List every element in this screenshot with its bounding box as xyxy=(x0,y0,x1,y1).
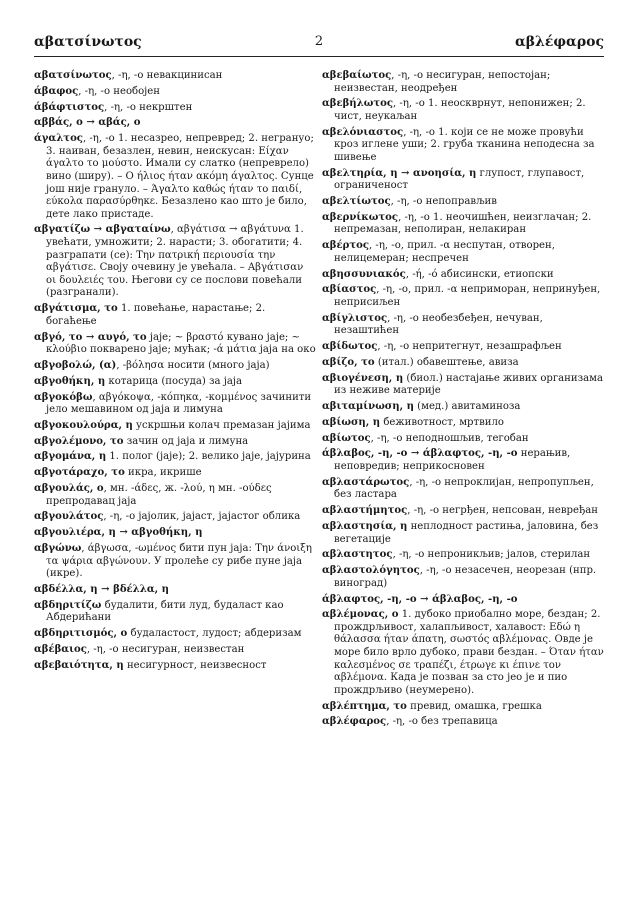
entry-headword: αβεβήλωτος xyxy=(322,98,394,110)
entry-definition: , αβγόκοψα, -κόπηκα, -κομμένος зачинити јело мешавином од јаја и лимуна xyxy=(46,391,312,416)
dictionary-entry xyxy=(34,467,316,480)
entry-definition: , -η, -ο необојен xyxy=(78,85,161,97)
entry-definition: 1. полог (јаје); 2. велико јаје, јајурина xyxy=(106,451,311,463)
dictionary-entry xyxy=(34,436,316,449)
dictionary-entry xyxy=(34,527,316,540)
dictionary-entry xyxy=(34,117,316,130)
entry-headword: αβγό, το → αυγό, το xyxy=(34,331,147,343)
entry-definition: неплодност растиња, јаловина, без вегетације xyxy=(334,520,599,545)
entry-definition: 1. дубоко приобално море, бездан; 2. прождрљивост, халапљивост, халавост: Εδώ η θάλασσα ήταν άπατη, σωστός αβλέμονας. Овде је море било врло дубоко, прави бездан. – Όταν ήταν καλεσμένος σε τραπέζι, έτρωγε κι έπινε τον αβλέμονα. Када је позван за сто јео је и пио прождрљиво (неумерено). xyxy=(334,609,604,696)
dictionary-entry xyxy=(34,224,316,300)
entry-definition: , -η, -ο 1. неоскврнут, непонижен; 2. чист, неукаљан xyxy=(334,98,586,122)
dictionary-entry xyxy=(322,609,604,697)
entry-definition: беживотност, мртвило xyxy=(380,416,504,428)
dictionary-entry xyxy=(34,303,316,328)
dictionary-entry xyxy=(322,127,604,165)
entry-definition: , -η, -ο, прил. -α неприморан, непринуђен, неприсиљен xyxy=(334,284,601,308)
entry-headword: αβγατίζω → αβγαταίνω xyxy=(34,224,171,236)
first-headword: αβατσίνωτος xyxy=(34,34,142,50)
entry-headword: αβγοβολώ, (α) xyxy=(34,359,117,371)
entry-definition: будалити, бити луд, будаласт као Абдерићани xyxy=(46,599,284,624)
entry-definition: , -η, -ο 1. несазрео, непревред; 2. негрануо; 3. наиван, безазлен, невин, неискусан: Είχαν άγαλτο το μούστο. Имали су слатко (непреврело) вино (шиpу). – Ο ήλιος ήταν ακόμη άγαλτος. Сунце још није грануло. – Άγαλτο καθώς ήταν το παιδί, εύκολα παρασύρθηκε. Безазлено као што је било, дете лако пристаде. xyxy=(46,133,314,220)
header-rule xyxy=(34,56,604,57)
dictionary-entry xyxy=(34,86,316,99)
entry-definition: ускршњи колач премазан јајима xyxy=(132,419,311,431)
dictionary-entry xyxy=(322,269,604,282)
dictionary-entry xyxy=(322,505,604,518)
page-header xyxy=(34,34,604,56)
entry-definition: , -η, -ο без трепавица xyxy=(386,716,498,728)
entry-headword: αβίγλιστος xyxy=(322,312,388,324)
entry-definition: , -η, -ο јајолик, јајаст, јајастог облика xyxy=(103,511,301,523)
dictionary-entry xyxy=(322,284,604,309)
dictionary-entry xyxy=(322,433,604,446)
entry-headword: αβίδωτος xyxy=(322,341,378,353)
dictionary-entry xyxy=(34,628,316,641)
entry-definition: (мед.) авитаминоза xyxy=(413,401,521,413)
entry-headword: αβλαστησία, η xyxy=(322,520,408,532)
entry-headword: αβδηριτίζω xyxy=(34,599,102,611)
entry-definition: , -η, -ο несигуран, непостојан; неизвестан, неодређен xyxy=(334,70,551,94)
entry-definition: јаје; ~ βραστό кувано јаје; ~ κλούβιο покварено јаје; мућак; -ά μάτια јаја на око xyxy=(46,331,316,356)
entry-headword: αβιογένεση, η xyxy=(322,372,404,384)
entry-headword: αβγοτάραχο, το xyxy=(34,467,125,479)
entry-headword: αβελόνιαστος xyxy=(322,126,404,138)
entry-headword: αβγοκουλούρα, η xyxy=(34,419,133,431)
entry-headword: αβελτηρία, η → ανοησία, η xyxy=(322,167,477,179)
entry-definition: (биол.) настајање живих организама из неживе материје xyxy=(334,372,604,397)
dictionary-entry xyxy=(34,392,316,417)
dictionary-entry xyxy=(322,98,604,123)
entry-definition: , -η, -ο неподношљив, тегобан xyxy=(370,432,529,444)
entry-headword: αβγοκόβω xyxy=(34,391,93,403)
entry-headword: αβλαστολόγητος xyxy=(322,565,420,577)
entry-headword: αβιταμίνωση, η xyxy=(322,401,414,413)
last-headword: αβλέφαρος xyxy=(514,34,604,50)
dictionary-entry xyxy=(34,332,316,357)
entry-definition: 1. повећање, нарастање; 2. богаћење xyxy=(46,303,266,327)
entry-headword: αβατσίνωτος xyxy=(34,70,112,81)
entry-definition: глупост, глупавост, ограниченост xyxy=(334,167,585,192)
entry-definition: , -η, -ο 1. који се не може провући кроз иглене уши; 2. груба тканина неподесна за шивење xyxy=(334,126,595,163)
dictionary-entry xyxy=(322,240,604,265)
dictionary-entry xyxy=(322,168,604,193)
entry-headword: αβίωτος xyxy=(322,432,371,444)
dictionary-entry xyxy=(322,448,604,473)
entry-headword: αβέρτος xyxy=(322,240,369,252)
entry-definition: зачин од јаја и лимуна xyxy=(123,435,249,447)
entry-definition: , -η, -ο, прил. -α неспутан, отворен, нелицемеран; неспречен xyxy=(334,240,555,264)
dictionary-entry xyxy=(34,644,316,657)
dictionary-entry xyxy=(322,477,604,502)
entry-headword: αβεβαιότητα, η xyxy=(34,659,124,671)
entry-headword: αβέβαιος xyxy=(34,643,87,655)
entry-headword: άβαφος xyxy=(34,85,79,97)
entry-definition: (итал.) обавештење, авиза xyxy=(374,356,519,368)
entry-headword: αβγουλάς, ο xyxy=(34,483,104,495)
entry-definition: , -η, -ο некрштен xyxy=(104,101,193,113)
entry-definition: , -η, -ο непроникљив; јалов, стерилан xyxy=(392,549,591,561)
dictionary-entry xyxy=(322,313,604,338)
entry-headword: αβλαστήμητος xyxy=(322,505,408,517)
dictionary-entry xyxy=(34,360,316,373)
entry-headword: αβελτίωτος xyxy=(322,196,391,208)
dictionary-entry xyxy=(34,543,316,581)
dictionary-entry xyxy=(34,483,316,508)
dictionary-entry xyxy=(34,584,316,597)
dictionary-entry xyxy=(34,420,316,433)
entry-headword: αβδηριτισμός, ο xyxy=(34,628,128,640)
dictionary-entry xyxy=(322,357,604,370)
entry-definition: котарица (посуда) за јаја xyxy=(105,375,243,387)
entry-headword: αβλαστητος xyxy=(322,549,393,561)
entry-headword: αβγάτισμα, το xyxy=(34,303,118,315)
entry-headword: αβγομάνα, η xyxy=(34,451,107,463)
entry-headword: αβίωση, η xyxy=(322,416,381,428)
entry-headword: αβγοθήκη, η xyxy=(34,375,106,387)
entry-definition: , -η, -ο непоправљив xyxy=(390,196,497,208)
entry-definition: , -η, -ο непритегнут, незашрафљен xyxy=(377,341,562,353)
entry-definition: , αβγάτισα → αβγάτυνα 1. увећати, умножити; 2. нарасти; 3. обогатити; 4. разграпати (се): Την πατρική περιουσία την αβγάτισε. Своју очевину је увећала. – Αβγάτισαν οι δουλειές του. Његови су се послови повећали (разгранали). xyxy=(46,224,304,299)
entry-headword: αβλέπτημα, το xyxy=(322,700,407,712)
dictionary-entry xyxy=(322,401,604,414)
entry-definition: будаластост, лудост; абдеризам xyxy=(127,628,302,640)
dictionary-entry xyxy=(34,660,316,673)
entry-definition: , -η, -ο незасечен, неорезан (нпр. виноград) xyxy=(334,565,597,589)
entry-headword: αββάς, ο → αβάς, ο xyxy=(34,117,141,129)
entry-definition: , -η, -ο необезбеђен, нечуван, незаштићен xyxy=(334,312,543,337)
dictionary-entry xyxy=(34,376,316,389)
dictionary-entry xyxy=(34,600,316,625)
dictionary-entry xyxy=(322,417,604,430)
entry-headword: άβλαφτος, -η, -ο → άβλαβος, -η, -ο xyxy=(322,593,518,605)
dictionary-entry xyxy=(322,594,604,607)
dictionary-entry xyxy=(322,565,604,590)
entry-headword: άβλαβος, -η, -ο → άβλαφτος, -η, -ο xyxy=(322,448,518,460)
entry-definition: , -βόλησα носити (много јаја) xyxy=(116,359,270,371)
entry-definition: икра, икрише xyxy=(124,467,202,479)
entry-headword: αβγουλάτος xyxy=(34,511,104,523)
left-column xyxy=(34,70,316,675)
entry-headword: αβγολέμονο, το xyxy=(34,435,124,447)
dictionary-entry xyxy=(322,196,604,209)
entry-definition: несигурност, неизвесност xyxy=(123,659,267,671)
dictionary-entry xyxy=(34,102,316,115)
dictionary-entry xyxy=(34,451,316,464)
dictionary-entry xyxy=(322,701,604,714)
dictionary-entry xyxy=(322,70,604,95)
entry-definition: , -ή, -ό абисински, етиопски xyxy=(405,268,554,280)
entry-headword: αβησσυνιακός xyxy=(322,268,406,280)
dictionary-entry xyxy=(322,549,604,562)
entry-definition: , -η, -ο несигуран, неизвестан xyxy=(86,643,245,655)
dictionary-entry xyxy=(322,716,604,729)
entry-definition: , -η, -ο 1. неочишћен, неизглачан; 2. непремазан, неполиран, нелакиран xyxy=(334,211,592,236)
entry-headword: αβλαστάρωτος xyxy=(322,476,410,488)
entry-definition: , -η, -ο негрђен, непсован, невређан xyxy=(407,505,599,517)
entry-headword: αβγώνω xyxy=(34,542,82,554)
dictionary-entry xyxy=(322,521,604,546)
entry-headword: αβίαστος xyxy=(322,284,377,296)
entry-headword: αβεβαίωτος xyxy=(322,70,392,81)
entry-definition: , -η, -ο непроклијан, непропупљен, без ластара xyxy=(334,476,594,501)
entry-headword: αβλέφαρος xyxy=(322,716,387,728)
entry-headword: αβερνίκωτος xyxy=(322,211,399,223)
entry-headword: άγαλτος xyxy=(34,133,83,145)
page-number: 2 xyxy=(314,34,324,49)
entry-headword: άβάφτιστος xyxy=(34,101,105,113)
dictionary-entry xyxy=(34,511,316,524)
entry-definition: нерањив, неповредив; неприкосновен xyxy=(334,448,571,473)
dictionary-entry xyxy=(322,212,604,237)
entry-headword: αβδέλλα, η → βδέλλα, η xyxy=(34,583,169,595)
dictionary-entry xyxy=(322,373,604,398)
entry-definition: превид, омашка, грешка xyxy=(406,700,542,712)
entry-headword: αβίζο, το xyxy=(322,356,375,368)
entry-headword: αβλέμονας, ο xyxy=(322,609,399,621)
dictionary-entry xyxy=(34,70,316,83)
entry-headword: αβγουλιέρα, η → αβγοθήκη, η xyxy=(34,527,203,539)
entry-definition: , άβγωσα, -ωμένος бити пун јаја: Την άνοιξη τα ψάρια αβγώνουν. У пролеће су рибе пуне јаја (икре). xyxy=(46,542,312,580)
entry-definition: , -η, -ο невакцинисан xyxy=(111,70,223,81)
dictionary-entry xyxy=(34,133,316,221)
dictionary-entry xyxy=(322,341,604,354)
right-column xyxy=(322,70,604,732)
entry-definition: , мн. -άδες, ж. -λού, η мн. -ούδες препродавац јаја xyxy=(46,483,272,507)
